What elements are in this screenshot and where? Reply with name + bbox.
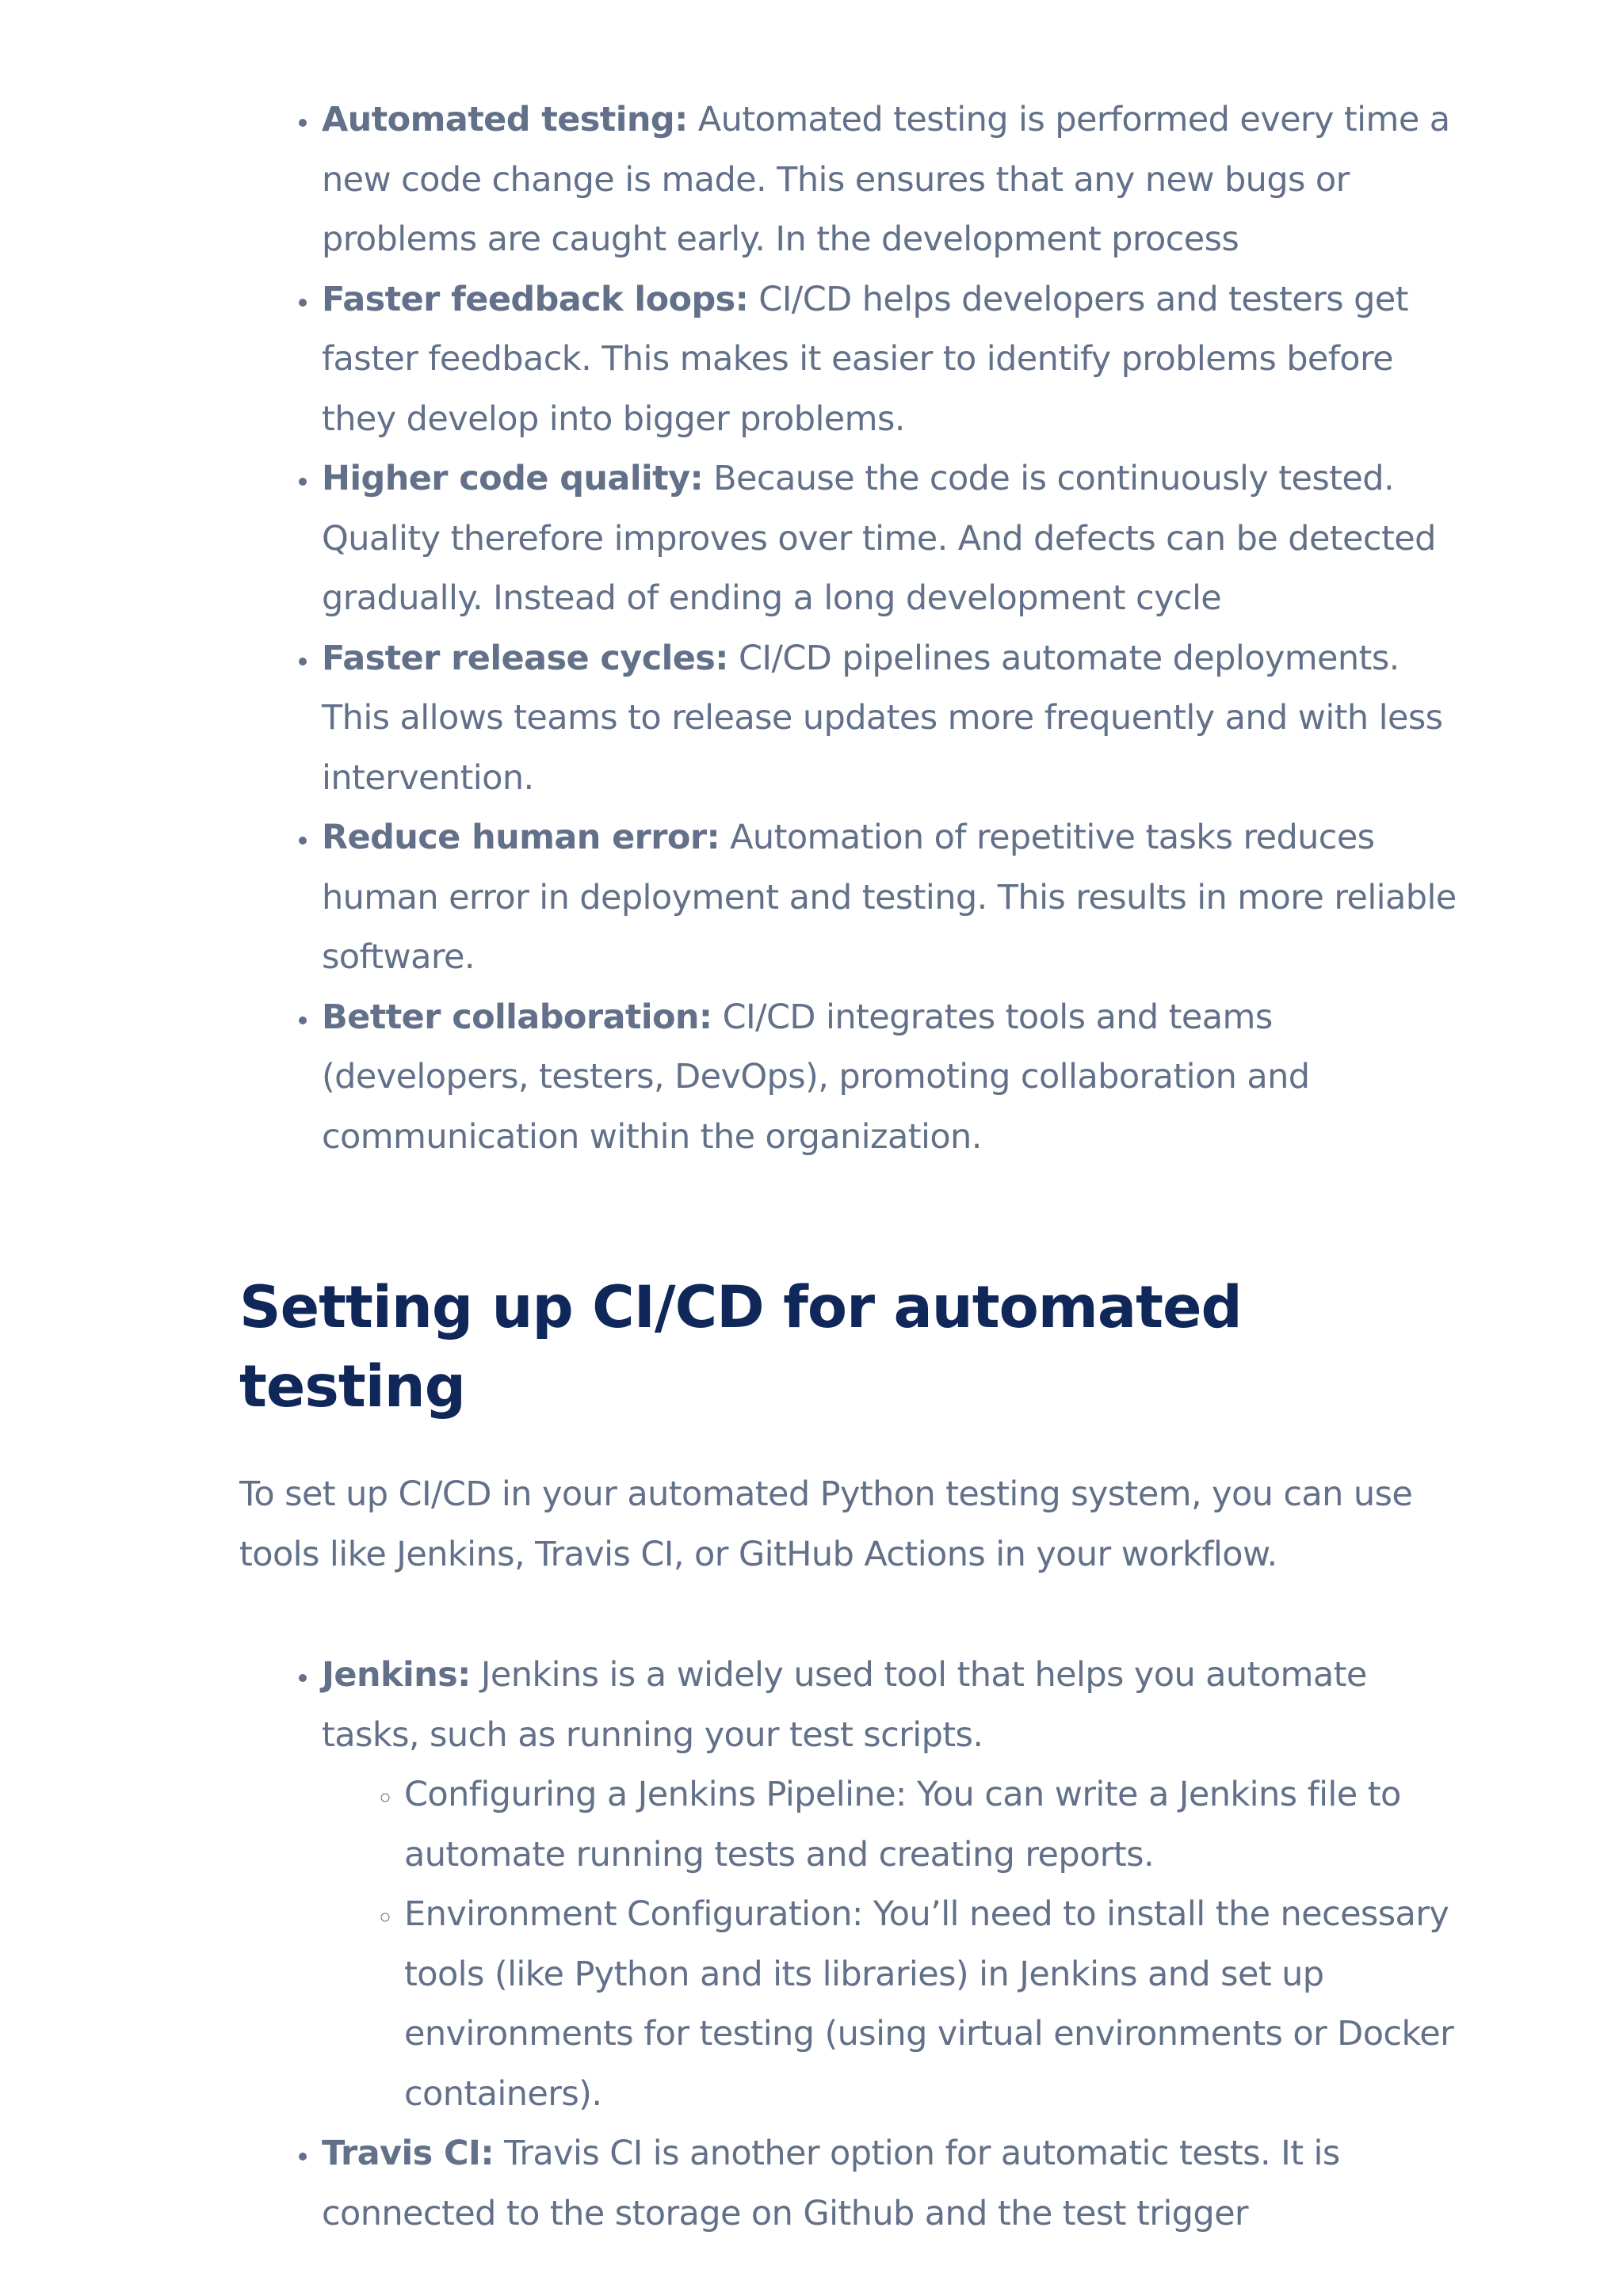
list-item-text: CI/CD pipelines automate deployments. This allows teams to release updates more frequently and with less intervention.: [322, 638, 1443, 798]
list-item-title: Jenkins:: [322, 1655, 471, 1695]
list-item-text: CI/CD helps developers and testers get faster feedback. This makes it easier to identify problems before they develop into bigger problems.: [322, 279, 1408, 439]
list-item-text: Automation of repetitive tasks reduces human error in deployment and testing. This results in more reliable software.: [322, 818, 1457, 977]
jenkins-sublist: [322, 1765, 1460, 2124]
list-item-text: Jenkins is a widely used tool that helps you automate tasks, such as running your test scripts.: [322, 1655, 1367, 1755]
list-item-title: Higher code quality:: [322, 459, 704, 498]
sublist-item-pipeline: ◦ Configuring a Jenkins Pipeline: You can write a Jenkins file to automate running tests and creating reports.: [403, 1765, 1460, 1885]
list-item-better-collaboration: [320, 988, 1460, 1168]
sublist-item-environment: ◦ Environment Configuration: You’ll need to install the necessary tools (like Python and its libraries) in Jenkins and set up environments for testing (using virtual environments or Docker containers).: [403, 1885, 1460, 2124]
list-item-higher-code-quality: [320, 449, 1460, 629]
tools-list: [239, 1646, 1460, 2244]
list-item-text: Travis CI is another option for automatic tests. It is connected to the storage on Github and the test trigger: [322, 2134, 1340, 2233]
list-item-title: Travis CI:: [322, 2134, 494, 2173]
list-item-title: Better collaboration:: [322, 997, 712, 1037]
list-item-text: Because the code is continuously tested. Quality therefore improves over time. And defects can be detected gradually. Instead of ending a long development cycle: [322, 459, 1436, 618]
list-item-jenkins: [320, 1646, 1460, 2124]
section-intro-paragraph: To set up CI/CD in your automated Python testing system, you can use tools like Jenkins, Travis CI, or GitHub Actions in your workflow.: [239, 1474, 1413, 1574]
article-content: [239, 90, 1460, 2244]
section-heading: Setting up CI/CD for automated testing: [239, 1274, 1242, 1421]
list-item-faster-feedback-loops: [320, 270, 1460, 450]
list-item-travis-ci: [320, 2124, 1460, 2244]
list-item-title: Faster feedback loops:: [322, 279, 749, 319]
list-item-reduce-human-error: [320, 808, 1460, 988]
list-item-text: CI/CD integrates tools and teams (developers, testers, DevOps), promoting collaboration and communication within the organization.: [322, 997, 1310, 1157]
list-item-title: Reduce human error:: [322, 818, 720, 857]
list-item-faster-release-cycles: [320, 629, 1460, 809]
list-item-automated-testing: [320, 90, 1460, 270]
list-item-title: Faster release cycles:: [322, 638, 728, 678]
benefits-list: [239, 90, 1460, 1167]
list-item-text: Automated testing is performed every time a new code change is made. This ensures that any new bugs or problems are caught early. In the development process: [322, 100, 1450, 259]
list-item-title: Automated testing:: [322, 100, 688, 139]
